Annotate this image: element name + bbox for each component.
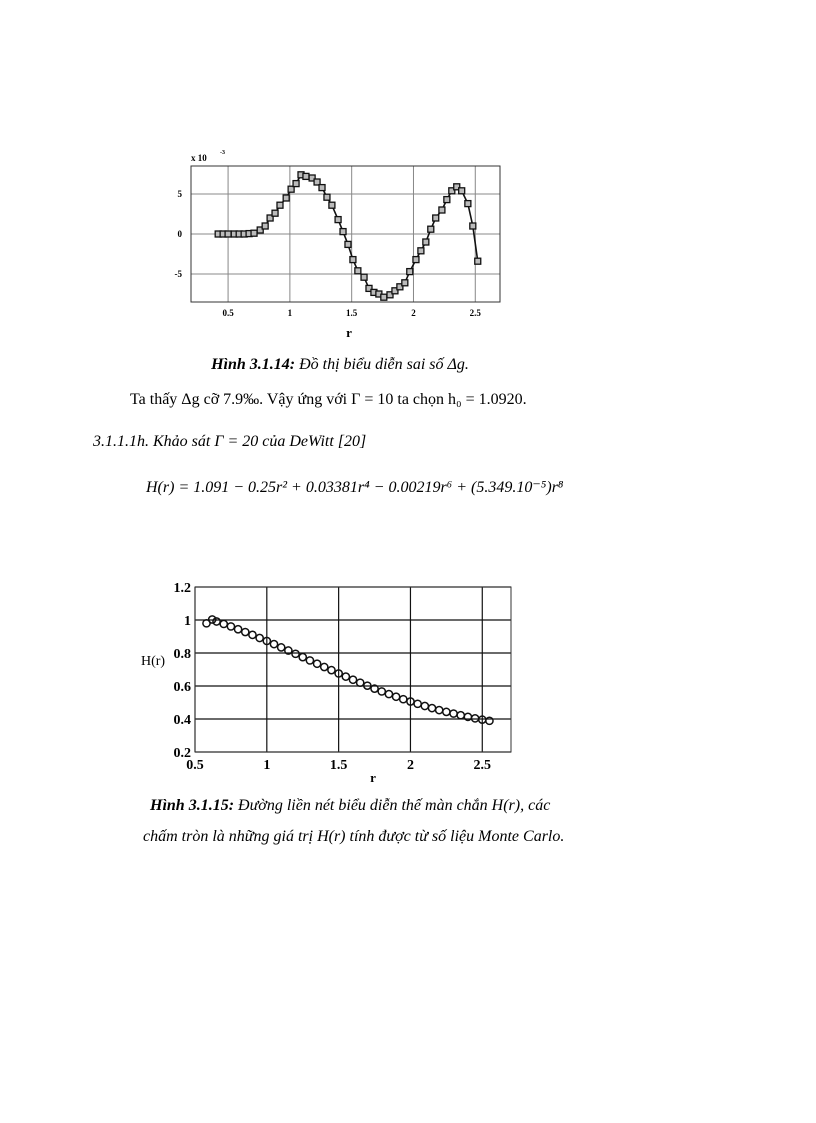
data-point-marker bbox=[321, 663, 328, 670]
y-scale-exponent: -3 bbox=[220, 150, 225, 156]
data-point-marker bbox=[277, 202, 283, 208]
data-point-marker bbox=[319, 185, 325, 191]
error-chart bbox=[150, 140, 520, 345]
x-tick-label: 1 bbox=[263, 758, 271, 773]
data-point-marker bbox=[465, 201, 471, 207]
x-tick-label: 1.5 bbox=[346, 308, 358, 318]
data-point-marker bbox=[421, 702, 428, 709]
section-heading: 3.1.1.1h. Khảo sát Γ = 20 của DeWitt [20] bbox=[93, 433, 367, 450]
data-point-marker bbox=[457, 712, 464, 719]
x-tick-label: 2.5 bbox=[469, 308, 481, 318]
data-point-marker bbox=[378, 688, 385, 695]
data-point-marker bbox=[234, 626, 241, 633]
data-point-marker bbox=[225, 231, 231, 237]
y-tick-label: 5 bbox=[177, 189, 182, 200]
data-point-marker bbox=[227, 623, 234, 630]
y-tick-label: 1 bbox=[184, 613, 191, 629]
x-tick-label: 2 bbox=[406, 758, 414, 773]
data-point-marker bbox=[220, 620, 227, 627]
figure-2-caption-label: Hình 3.1.15: bbox=[150, 797, 235, 814]
data-point-marker bbox=[385, 690, 392, 697]
data-point-marker bbox=[443, 708, 450, 715]
data-point-marker bbox=[355, 268, 361, 274]
data-point-marker bbox=[392, 693, 399, 700]
data-point-marker bbox=[342, 673, 349, 680]
figure-2-caption-text: Đường liền nét biểu diễn thế màn chắn H(r), các bbox=[234, 797, 551, 814]
data-point-marker bbox=[413, 257, 419, 263]
data-point-marker bbox=[470, 223, 476, 229]
x-tick-label: 1.5 bbox=[329, 758, 348, 773]
data-point-marker bbox=[256, 634, 263, 641]
data-point-marker bbox=[436, 706, 443, 713]
data-point-marker bbox=[459, 188, 465, 194]
data-point-marker bbox=[402, 280, 408, 286]
data-point-marker bbox=[350, 257, 356, 263]
y-scale-label: x 10 bbox=[191, 153, 207, 163]
figure-2-caption-line-1 bbox=[150, 797, 550, 815]
data-point-marker bbox=[361, 274, 367, 280]
x-axis-label: r bbox=[370, 770, 376, 785]
y-axis-label: H(r) bbox=[141, 654, 166, 669]
data-point-marker bbox=[283, 195, 289, 201]
data-point-marker bbox=[414, 700, 421, 707]
data-point-marker bbox=[423, 239, 429, 245]
body-paragraph: Ta thấy Δg cỡ 7.9‰. Vậy ứng với Γ = 10 ta chọn h₀ = 1.0920. bbox=[130, 391, 527, 408]
y-tick-label: -5 bbox=[174, 269, 182, 280]
data-point-marker bbox=[324, 194, 330, 200]
figure-1-caption bbox=[0, 356, 680, 374]
data-point-marker bbox=[349, 676, 356, 683]
figure-1-caption-label: Hình 3.1.14: bbox=[211, 356, 296, 373]
data-point-marker bbox=[340, 229, 346, 235]
x-tick-label: 0.5 bbox=[186, 758, 204, 773]
x-tick-label: 2 bbox=[411, 308, 416, 318]
data-point-marker bbox=[335, 217, 341, 223]
figure-2-caption-line-2: chấm tròn là những giá trị H(r) tính được từ số liệu Monte Carlo. bbox=[143, 828, 565, 845]
data-point-marker bbox=[293, 181, 299, 187]
data-point-marker bbox=[313, 660, 320, 667]
data-point-marker bbox=[471, 715, 478, 722]
data-point-marker bbox=[418, 248, 424, 254]
x-tick-label: 1 bbox=[287, 308, 293, 318]
data-point-marker bbox=[251, 230, 257, 236]
y-tick-label: 0.2 bbox=[173, 745, 191, 761]
y-tick-label: 1.2 bbox=[173, 580, 191, 596]
data-point-marker bbox=[328, 667, 335, 674]
data-point-marker bbox=[299, 654, 306, 661]
x-axis-label: r bbox=[346, 325, 352, 340]
data-point-marker bbox=[428, 226, 434, 232]
x-tick-label: 0.5 bbox=[222, 308, 234, 318]
data-point-marker bbox=[242, 628, 249, 635]
x-tick-label: 2.5 bbox=[473, 758, 492, 773]
formula: H(r) = 1.091 − 0.25r² + 0.03381r⁴ − 0.00219r⁶ + (5.349.10⁻⁵)r⁸ bbox=[146, 479, 564, 496]
data-point-marker bbox=[433, 215, 439, 221]
figure-1-caption-text: Đồ thị biểu diễn sai số Δg. bbox=[295, 356, 469, 373]
data-point-marker bbox=[345, 241, 351, 247]
data-point-marker bbox=[381, 294, 387, 300]
data-point-marker bbox=[329, 202, 335, 208]
data-point-marker bbox=[357, 679, 364, 686]
data-point-marker bbox=[400, 696, 407, 703]
data-point-marker bbox=[292, 650, 299, 657]
screening-potential-chart bbox=[130, 575, 530, 790]
data-point-marker bbox=[444, 197, 450, 203]
data-point-marker bbox=[475, 258, 481, 264]
y-tick-label: 0 bbox=[177, 229, 182, 240]
data-point-marker bbox=[428, 705, 435, 712]
data-point-marker bbox=[303, 173, 309, 179]
data-point-marker bbox=[439, 207, 445, 213]
data-point-marker bbox=[306, 657, 313, 664]
data-point-marker bbox=[270, 640, 277, 647]
data-point-marker bbox=[450, 710, 457, 717]
data-point-marker bbox=[262, 223, 268, 229]
data-point-marker bbox=[407, 269, 413, 275]
y-tick-label: 0.8 bbox=[173, 646, 191, 662]
plot-frame bbox=[195, 587, 511, 752]
data-point-marker bbox=[272, 210, 278, 216]
y-tick-label: 0.6 bbox=[173, 679, 191, 695]
data-point-marker bbox=[486, 717, 493, 724]
data-point-marker bbox=[278, 644, 285, 651]
y-tick-label: 0.4 bbox=[173, 712, 191, 728]
data-point-marker bbox=[249, 631, 256, 638]
